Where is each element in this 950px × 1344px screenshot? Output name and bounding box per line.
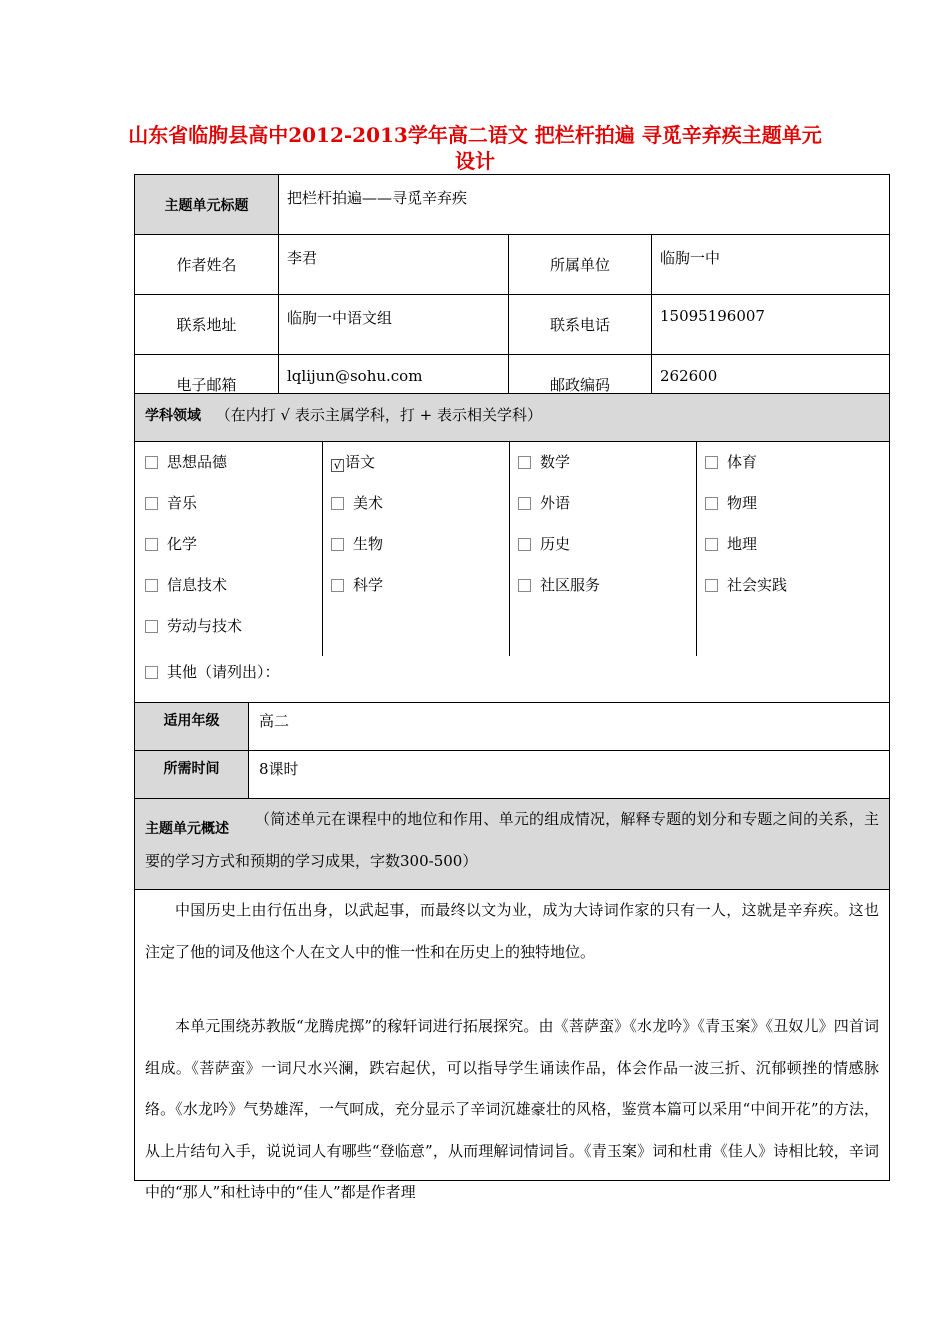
- checkbox-icon[interactable]: [518, 579, 531, 592]
- grade-row: [135, 702, 889, 751]
- subject-hint: （在内打 √ 表示主属学科，打 + 表示相关学科）: [215, 406, 542, 424]
- zip-label: 邮政编码: [509, 355, 652, 415]
- author-label: 作者姓名: [135, 235, 279, 295]
- checkbox-item[interactable]: 体育: [705, 452, 757, 472]
- checkmark-icon[interactable]: √: [331, 459, 344, 472]
- unit-title-label: 主题单元标题: [135, 175, 279, 235]
- subject-col-1: [135, 442, 323, 656]
- checkbox-item[interactable]: 生物: [331, 534, 383, 554]
- checkbox-icon[interactable]: [705, 456, 718, 469]
- unit-title-value: 把栏杆拍遍——寻觅辛弃疾: [279, 175, 890, 235]
- checkbox-icon[interactable]: [145, 579, 158, 592]
- phone-value: 15095196007: [652, 295, 890, 355]
- checkbox-item[interactable]: 音乐: [145, 493, 197, 513]
- checkbox-item[interactable]: 美术: [331, 493, 383, 513]
- checkbox-icon[interactable]: [705, 497, 718, 510]
- summary-hint: （简述单元在课程中的地位和作用、单元的组成情况，解释专题的划分和专题之间的关系，主要的学习方式和预期的学习成果，字数300-500）: [145, 810, 879, 870]
- checkbox-item[interactable]: 信息技术: [145, 575, 227, 595]
- checkbox-item[interactable]: 思想品德: [145, 452, 227, 472]
- address-value: 临朐一中语文组: [279, 295, 509, 355]
- checkbox-icon[interactable]: [705, 538, 718, 551]
- summary-paragraph-1: 中国历史上由行伍出身，以武起事，而最终以文为业，成为大诗词作家的只有一人，这就是辛弃疾。这也注定了他的词及他这个人在文人中的惟一性和在历史上的独特地位。: [145, 901, 879, 961]
- subject-col-3: [509, 442, 697, 656]
- checkbox-item[interactable]: 外语: [518, 493, 570, 513]
- summary-label: 主题单元概述: [145, 821, 229, 837]
- checkbox-item[interactable]: 社区服务: [518, 575, 600, 595]
- checkbox-item[interactable]: 社会实践: [705, 575, 787, 595]
- document-title: 山东省临朐县高中2012-2013学年高二语文 把栏杆拍遍 寻觅辛弃疾主题单元设计: [128, 123, 822, 173]
- checkbox-item-checked[interactable]: √ 语文: [331, 452, 375, 472]
- subject-section: [134, 393, 890, 1201]
- email-label: 电子邮箱: [135, 355, 279, 415]
- checkbox-icon[interactable]: [145, 456, 158, 469]
- checkbox-icon[interactable]: [518, 497, 531, 510]
- subject-header: [135, 394, 889, 442]
- checkbox-icon[interactable]: [518, 538, 531, 551]
- zip-value: 262600: [652, 355, 890, 415]
- checkbox-icon[interactable]: [145, 497, 158, 510]
- time-row: [135, 750, 889, 799]
- time-value: 8课时: [259, 760, 299, 778]
- email-value: lqlijun@sohu.com: [279, 355, 509, 415]
- checkbox-item[interactable]: 科学: [331, 575, 383, 595]
- checkbox-item[interactable]: 地理: [705, 534, 757, 554]
- subject-col-4: [696, 442, 889, 656]
- info-table: [134, 174, 890, 415]
- checkbox-icon[interactable]: [331, 497, 344, 510]
- checkbox-icon[interactable]: [145, 666, 158, 679]
- checkbox-item[interactable]: 数学: [518, 452, 570, 472]
- phone-label: 联系电话: [509, 295, 652, 355]
- org-label: 所属单位: [509, 235, 652, 295]
- checkbox-icon[interactable]: [331, 538, 344, 551]
- address-label: 联系地址: [135, 295, 279, 355]
- grade-value: 高二: [259, 712, 290, 730]
- time-label: 所需时间: [135, 751, 249, 799]
- summary-body: [135, 890, 889, 1214]
- author-value: 李君: [279, 235, 509, 295]
- checkbox-item[interactable]: 物理: [705, 493, 757, 513]
- checkbox-icon[interactable]: [705, 579, 718, 592]
- subject-grid: [135, 442, 889, 656]
- subject-label: 学科领域: [145, 408, 201, 424]
- checkbox-icon[interactable]: [331, 579, 344, 592]
- checkbox-item[interactable]: 化学: [145, 534, 197, 554]
- checkbox-icon[interactable]: [145, 620, 158, 633]
- summary-paragraph-2: 本单元围绕苏教版“龙腾虎掷”的稼轩词进行拓展探究。由《菩萨蛮》《水龙吟》《青玉案》《丑奴儿》四首词组成。《菩萨蛮》一词尺水兴澜，跌宕起伏，可以指导学生诵读作品，体会作品一波三折、沉郁顿挫的情感脉络。《水龙吟》气势雄浑，一气呵成，充分显示了辛词沉雄豪壮的风格，鉴赏本篇可以采用“中间开花”的方法，从上片结句入手，说说词人有哪些“登临意”，从而理解词情词旨。《青玉案》词和杜甫《佳人》诗相比较，辛词中的“那人”和杜诗中的“佳人”都是作者理: [145, 1017, 879, 1201]
- subject-col-2: [322, 442, 510, 656]
- checkbox-item[interactable]: 劳动与技术: [145, 616, 242, 636]
- checkbox-item[interactable]: 历史: [518, 534, 570, 554]
- checkbox-icon[interactable]: [145, 538, 158, 551]
- checkbox-item-other[interactable]: 其他（请列出）：: [145, 662, 280, 682]
- checkbox-icon[interactable]: [518, 456, 531, 469]
- org-value: 临朐一中: [652, 235, 890, 295]
- grade-label: 适用年级: [135, 703, 249, 751]
